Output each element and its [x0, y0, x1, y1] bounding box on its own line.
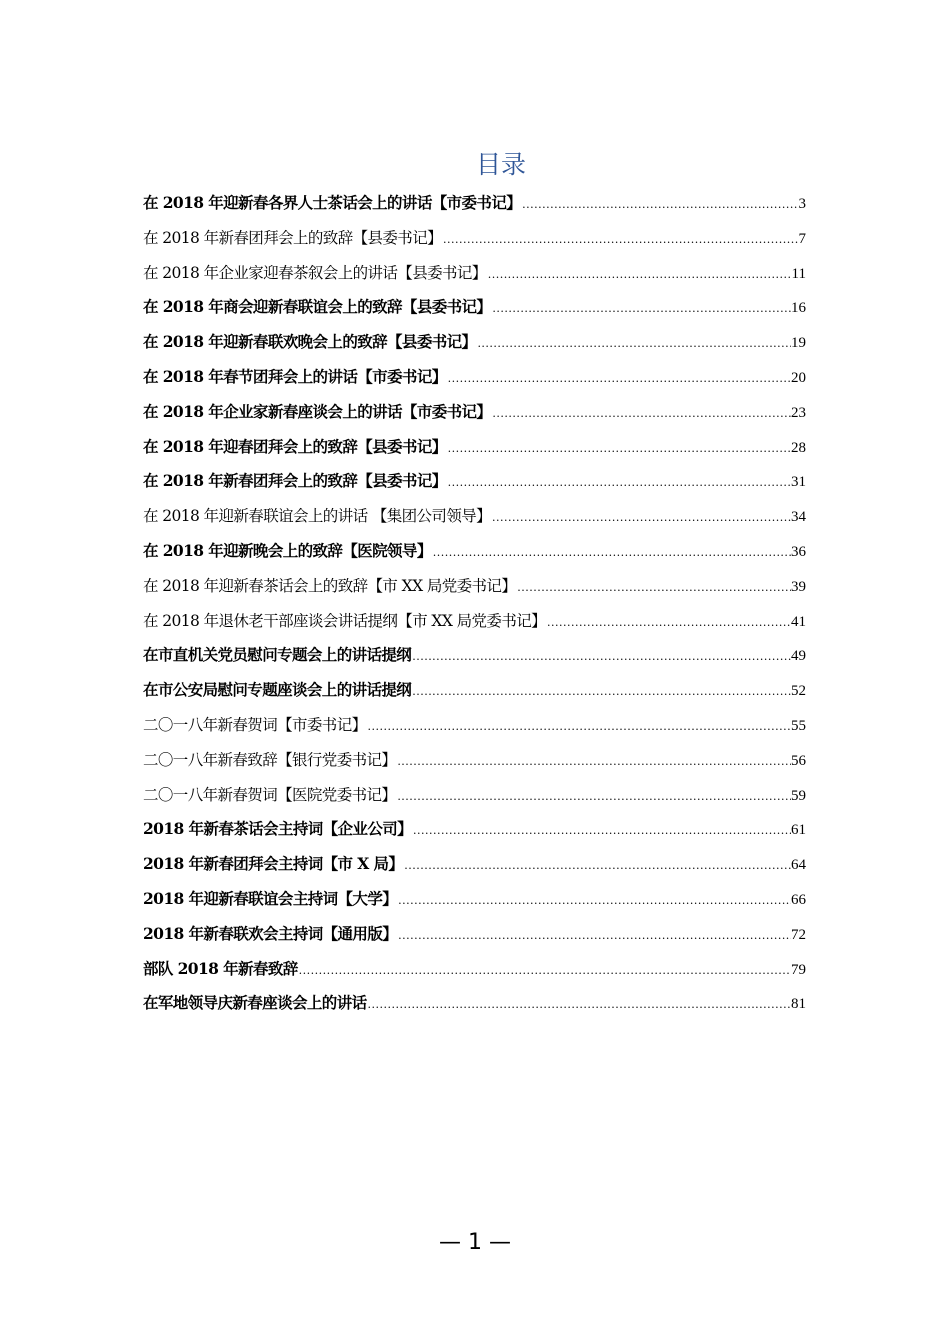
toc-dot-leader — [397, 884, 791, 919]
toc-entry-title: 在军地领导庆新春座谈会上的讲话 — [143, 993, 367, 1013]
toc-entry-page-number: 41 — [791, 613, 806, 630]
toc-entry-title: 二〇一八年新春贺词【市委书记】 — [143, 715, 367, 734]
toc-entry-title: 在 2018 年迎新春联欢晚会上的致辞【县委书记】 — [143, 332, 477, 352]
toc-entry[interactable] — [143, 325, 806, 360]
toc-entry[interactable] — [143, 569, 806, 604]
toc-entry[interactable] — [143, 917, 806, 952]
toc-dot-leader — [432, 536, 791, 571]
toc-entry[interactable] — [143, 186, 806, 221]
toc-entry-title: 在 2018 年企业家迎春茶叙会上的讲话【县委书记】 — [143, 263, 487, 282]
toc-entry-page-number: 72 — [791, 926, 806, 943]
toc-dot-leader — [367, 988, 791, 1023]
toc-entry-title: 在 2018 年迎新春联谊会上的讲话 【集团公司领导】 — [143, 507, 492, 526]
toc-dot-leader — [546, 606, 791, 641]
toc-entry-title: 在 2018 年退休老干部座谈会讲话提纲【市 XX 局党委书记】 — [143, 611, 547, 630]
toc-entry-page-number: 31 — [791, 474, 806, 491]
toc-entry[interactable] — [143, 638, 806, 673]
toc-entry-page-number: 20 — [791, 369, 806, 386]
toc-entry-title: 在 2018 年新春团拜会上的致辞【县委书记】 — [143, 471, 447, 491]
toc-entry[interactable] — [143, 708, 806, 743]
toc-entry-title: 在 2018 年春节团拜会上的讲话【市委书记】 — [143, 366, 447, 386]
toc-entry[interactable] — [143, 604, 806, 639]
toc-entry[interactable] — [143, 464, 806, 499]
toc-entry-page-number: 19 — [791, 335, 806, 352]
toc-entry[interactable] — [143, 534, 806, 569]
toc-entry-title: 2018 年新春联欢会主持词【通用版】 — [143, 923, 398, 943]
toc-dot-leader — [396, 745, 791, 780]
toc-entry-title: 部队 2018 年新春致辞 — [143, 958, 298, 978]
toc-dot-leader — [447, 466, 791, 501]
toc-entry[interactable] — [143, 847, 806, 882]
toc-dot-leader — [447, 432, 791, 467]
toc-entry-page-number: 79 — [791, 961, 806, 978]
toc-dot-leader — [516, 571, 791, 606]
toc-dot-leader — [476, 327, 791, 362]
toc-dot-leader — [397, 919, 791, 954]
toc-entry[interactable] — [143, 499, 806, 534]
toc-entry-title: 在 2018 年迎新春各界人士茶话会上的讲话【市委书记】 — [143, 193, 522, 212]
toc-entry[interactable] — [143, 986, 806, 1021]
toc-entry-page-number: 59 — [791, 787, 806, 804]
toc-dot-leader — [491, 292, 791, 327]
toc-dot-leader — [412, 814, 791, 849]
toc-entry-title: 在 2018 年新春团拜会上的致辞【县委书记】 — [143, 228, 443, 247]
toc-dot-leader — [411, 675, 791, 710]
toc-entry-page-number: 64 — [791, 857, 806, 874]
toc-dot-leader — [396, 780, 791, 815]
toc-entry-title: 二〇一八年新春致辞【银行党委书记】 — [143, 750, 397, 769]
toc-entry-title: 在 2018 年迎春团拜会上的致辞【县委书记】 — [143, 436, 447, 456]
toc-entry[interactable] — [143, 882, 806, 917]
toc-entry-page-number: 39 — [791, 578, 806, 595]
toc-entry-page-number: 49 — [791, 648, 806, 665]
toc-entry-page-number: 11 — [791, 265, 806, 282]
toc-entry-title: 在市直机关党员慰问专题会上的讲话提纲 — [143, 645, 412, 665]
toc-entry-page-number: 28 — [791, 439, 806, 456]
toc-entry-page-number: 3 — [798, 196, 806, 212]
toc-title: 目录 — [475, 150, 526, 179]
toc-entry-title: 在市公安局慰问专题座谈会上的讲话提纲 — [143, 680, 412, 700]
toc-entry-title: 在 2018 年迎新晚会上的致辞【医院领导】 — [143, 540, 432, 560]
toc-entry-page-number: 16 — [791, 300, 806, 317]
toc-dot-leader — [521, 188, 798, 223]
toc-dot-leader — [447, 362, 791, 397]
toc-list — [143, 186, 806, 1021]
toc-entry-title: 在 2018 年企业家新春座谈会上的讲话【市委书记】 — [143, 401, 492, 421]
toc-entry-title: 2018 年迎新春联谊会主持词【大学】 — [143, 888, 398, 908]
toc-entry-title: 在 2018 年迎新春茶话会上的致辞【市 XX 局党委书记】 — [143, 576, 517, 595]
toc-entry[interactable] — [143, 812, 806, 847]
toc-entry[interactable] — [143, 360, 806, 395]
toc-entry[interactable] — [143, 743, 806, 778]
toc-entry[interactable] — [143, 256, 806, 291]
toc-entry-page-number: 55 — [791, 717, 806, 734]
toc-dot-leader — [491, 397, 791, 432]
toc-entry-title: 二〇一八年新春贺词【医院党委书记】 — [143, 785, 397, 804]
toc-dot-leader — [442, 223, 798, 258]
toc-entry[interactable] — [143, 395, 806, 430]
toc-entry-page-number: 7 — [798, 230, 806, 247]
toc-dot-leader — [367, 710, 791, 745]
toc-entry-page-number: 52 — [791, 683, 806, 700]
toc-entry-page-number: 36 — [791, 543, 806, 560]
toc-entry-page-number: 81 — [791, 996, 806, 1013]
toc-dot-leader — [487, 258, 792, 293]
toc-entry-page-number: 23 — [791, 404, 806, 421]
toc-entry[interactable] — [143, 952, 806, 987]
toc-entry-title: 在 2018 年商会迎新春联谊会上的致辞【县委书记】 — [143, 297, 492, 317]
toc-dot-leader — [411, 640, 791, 675]
toc-entry-title: 2018 年新春团拜会主持词【市 X 局】 — [143, 854, 404, 874]
toc-entry[interactable] — [143, 673, 806, 708]
toc-entry[interactable] — [143, 430, 806, 465]
toc-entry-page-number: 61 — [791, 822, 806, 839]
toc-entry-page-number: 56 — [791, 752, 806, 769]
toc-dot-leader — [491, 501, 791, 536]
toc-entry[interactable] — [143, 221, 806, 256]
toc-entry[interactable] — [143, 290, 806, 325]
toc-entry-page-number: 34 — [791, 509, 806, 526]
toc-dot-leader — [403, 849, 791, 884]
page-number: — 1 — — [439, 1230, 511, 1255]
toc-dot-leader — [298, 954, 791, 989]
toc-entry-title: 2018 年新春茶话会主持词【企业公司】 — [143, 819, 413, 839]
toc-entry-page-number: 66 — [791, 891, 806, 908]
toc-entry[interactable] — [143, 778, 806, 813]
